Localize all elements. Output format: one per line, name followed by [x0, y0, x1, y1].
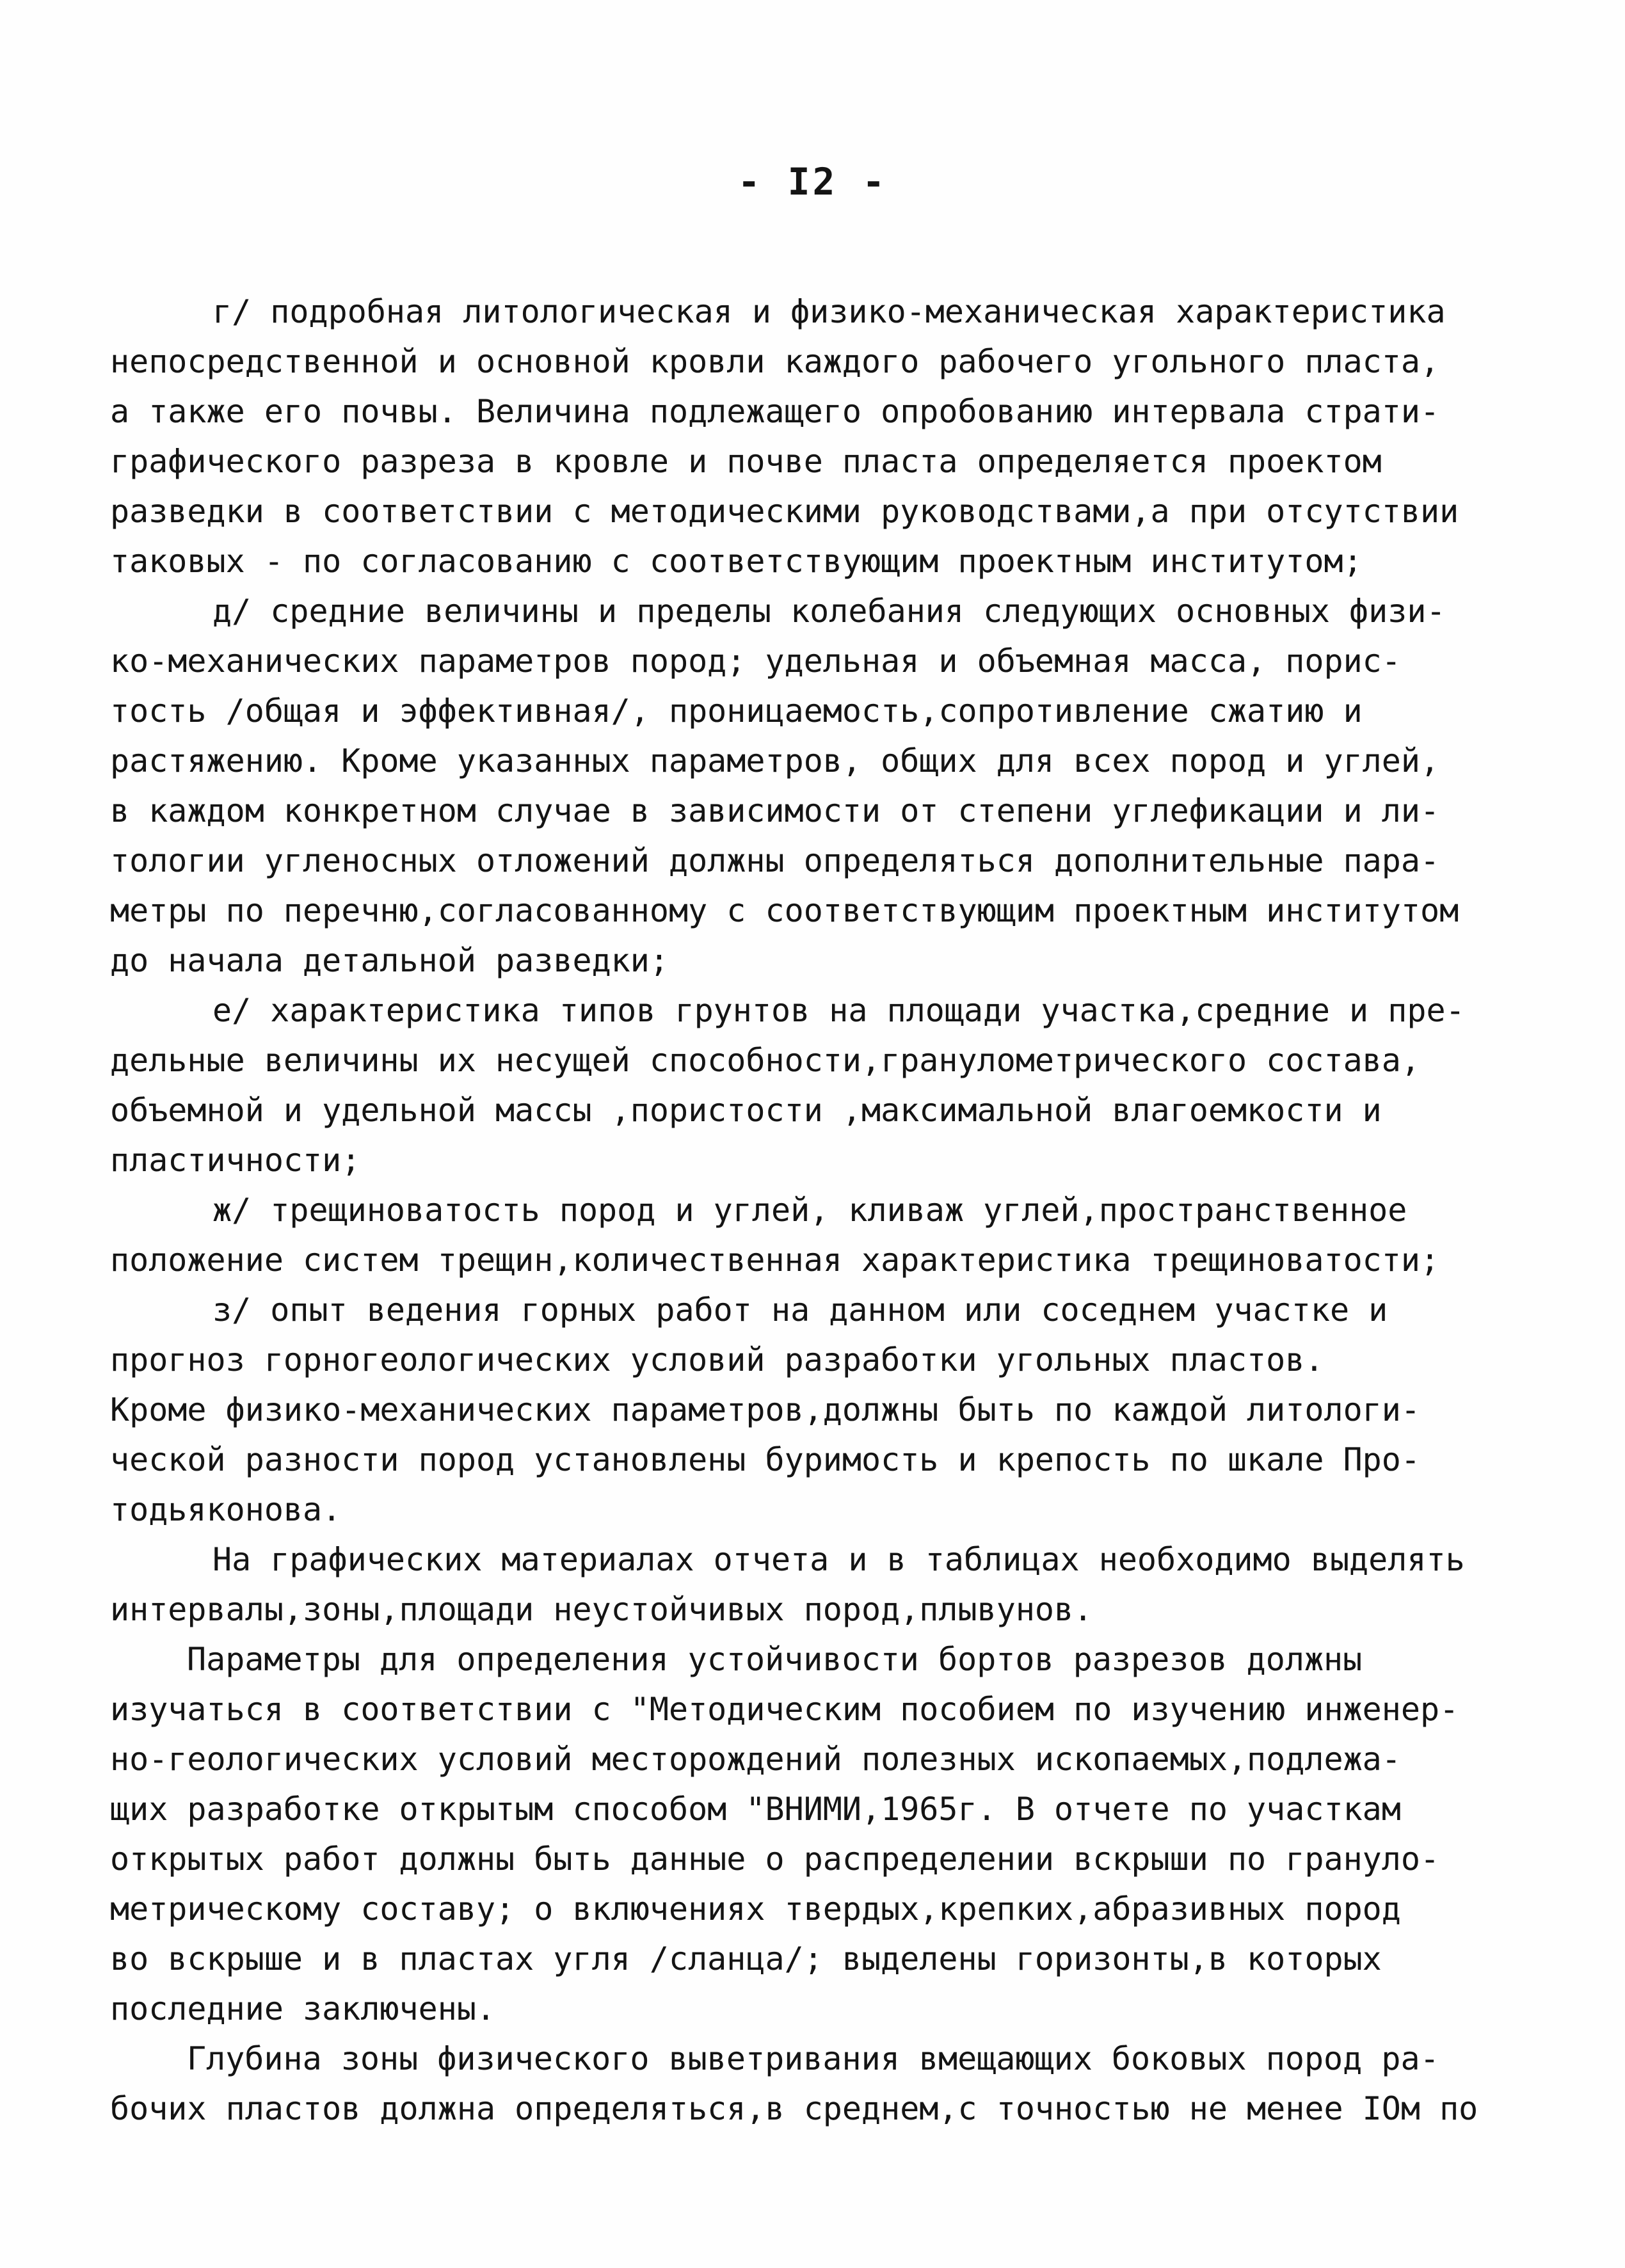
text-line: тодьяконова. [110, 1491, 342, 1528]
text-line: непосредственной и основной кровли каждого рабочего угольного пласта, [110, 343, 1440, 380]
text-line: тологии угленосных отложений должны определяться дополнительные пара- [110, 842, 1440, 879]
text-line: во вскрыше и в пластах угля /сланца/; выделены горизонты,в которых [110, 1940, 1382, 1977]
text-line: пластичности; [110, 1142, 361, 1179]
text-line: Кроме физико-механических параметров,должны быть по каждой литологи- [110, 1391, 1420, 1428]
text-line: щих разработке открытым способом "ВНИМИ,1965г. В отчете по участкам [110, 1791, 1401, 1828]
text-line: но-геологических условий месторождений полезных ископаемых,подлежа- [110, 1741, 1401, 1778]
page-number: - I2 - [737, 160, 888, 204]
text-line: открытых работ должны быть данные о распределении вскрыши по грануло- [110, 1841, 1440, 1878]
text-line: графического разреза в кровле и почве пласта определяется проектом [110, 443, 1382, 480]
text-line: объемной и удельной массы ,пористости ,максимальной влагоемкости и [110, 1092, 1382, 1129]
text-line: а также его почвы. Величина подлежащего опробованию интервала страти- [110, 393, 1440, 430]
text-line: ческой разности пород установлены буримость и крепость по шкале Про- [110, 1441, 1420, 1478]
text-line: в каждом конкретном случае в зависимости от степени углефикации и ли- [110, 792, 1440, 829]
text-line: изучаться в соответствии с "Методическим пособием по изучению инженер- [110, 1691, 1459, 1728]
text-line: интервалы,зоны,площади неустойчивых пород,плывунов. [110, 1591, 1093, 1628]
text-line: На графических материалах отчета и в таблицах необходимо выделять [212, 1541, 1465, 1578]
text-line: растяжению. Кроме указанных параметров, общих для всех пород и углей, [110, 742, 1440, 779]
text-line: ж/ трещиноватость пород и углей, кливаж углей,пространственное [212, 1192, 1407, 1229]
text-line: д/ средние величины и пределы колебания следующих основных физи- [212, 593, 1446, 630]
text-line: метрическому составу; о включениях твердых,крепких,абразивных пород [110, 1890, 1401, 1928]
text-line: Параметры для определения устойчивости бортов разрезов должны [187, 1641, 1363, 1678]
text-line: таковых - по согласованию с соответствующим проектным институтом; [110, 543, 1363, 580]
body-text [110, 287, 1531, 2134]
text-line: последние заключены. [110, 1990, 496, 2027]
text-line: прогноз горногеологических условий разработки угольных пластов. [110, 1341, 1324, 1378]
text-line: ко-механических параметров пород; удельная и объемная масса, порис- [110, 643, 1401, 680]
text-line: г/ подробная литологическая и физико-механическая характеристика [212, 293, 1446, 330]
text-line: дельные величины их несущей способности,гранулометрического состава, [110, 1042, 1420, 1079]
text-line: бочих пластов должна определяться,в среднем,с точностью не менее IOм по [110, 2090, 1478, 2127]
text-line: е/ характеристика типов грунтов на площади участка,средние и пре- [212, 992, 1465, 1029]
text-line: положение систем трещин,количественная характеристика трещиноватости; [110, 1242, 1440, 1279]
text-line: з/ опыт ведения горных работ на данном или соседнем участке и [212, 1291, 1388, 1329]
text-line: тость /общая и эффективная/, проницаемость,сопротивление сжатию и [110, 692, 1363, 730]
text-line: Глубина зоны физического выветривания вмещающих боковых пород ра- [187, 2040, 1439, 2077]
text-line: метры по перечню,согласованному с соответствующим проектным институтом [110, 892, 1459, 929]
text-line: до начала детальной разведки; [110, 942, 669, 979]
text-line: разведки в соответствии с методическими руководствами,а при отсутствии [110, 493, 1459, 530]
